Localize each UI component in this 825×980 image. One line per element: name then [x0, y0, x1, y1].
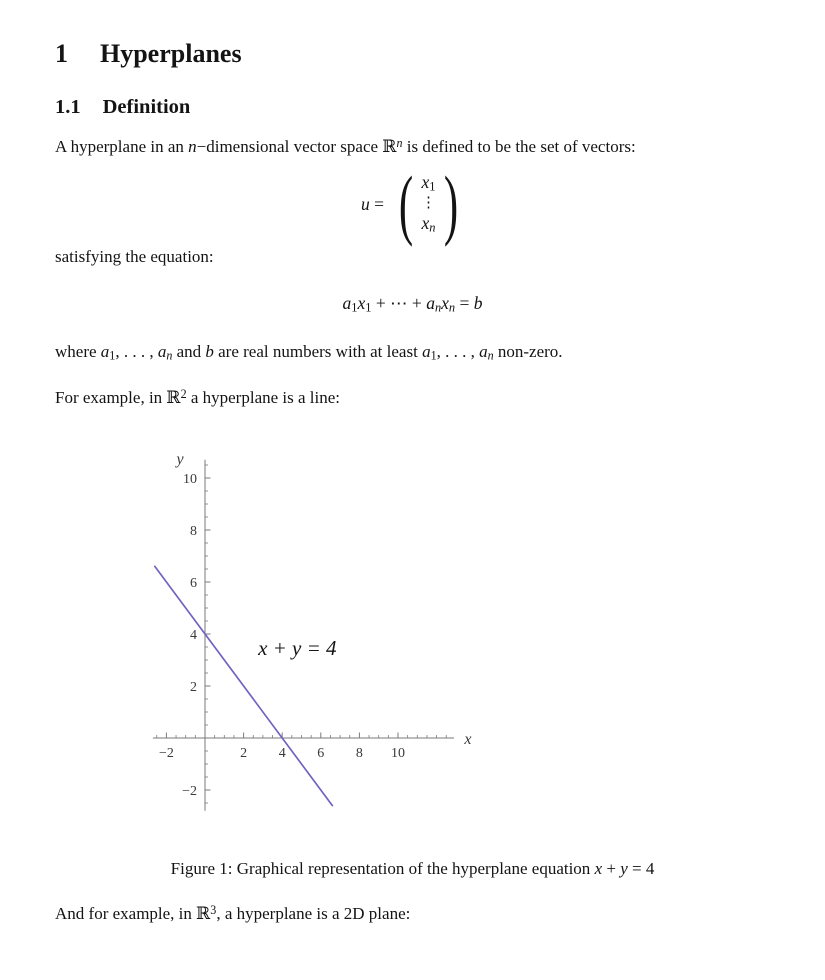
y-tick-label: 4 — [190, 628, 197, 644]
equation-vector-definition — [55, 159, 770, 247]
figure-caption: Figure 1: Graphical representation of the hyperplane equation x + y = 4 — [170, 858, 655, 878]
vector-column — [419, 171, 438, 236]
y-tick-label: 10 — [183, 472, 197, 488]
vertical-dots: ⋮ — [421, 195, 436, 212]
y-axis-label: y — [176, 451, 184, 469]
hyperplane-line — [155, 567, 333, 806]
y-tick-label: 2 — [190, 680, 197, 696]
paragraph-where: where a1, . . . , an and b are real numbers with at least a1, . . . , an non-zero. — [55, 342, 563, 363]
section-title: Hyperplanes — [100, 39, 242, 68]
x-tick-label: 8 — [355, 746, 363, 762]
left-paren: ( — [398, 159, 414, 247]
paragraph-example-r3: And for example, in ℝ$^3$, a hyperplane is a 2D plane: — [55, 903, 411, 924]
equation-linear: a1x1 + ⋯ + anxn = b — [342, 292, 483, 315]
axis-labels — [174, 451, 471, 748]
figure-plot-container — [121, 426, 770, 834]
x-tick-label: 6 — [317, 746, 325, 762]
paragraph-example-r2: For example, in ℝ$^2$ a hyperplane is a line: — [55, 386, 341, 407]
vector-entry-first: x1 — [421, 172, 436, 195]
subsection-number: 1.1 — [55, 96, 81, 119]
line-equation-label: x + y = 4 — [258, 636, 337, 661]
subsection-title: Definition — [102, 96, 191, 119]
vector-lhs: u = — [361, 193, 385, 214]
y-tick-label: −2 — [182, 784, 197, 800]
x-axis-label: x — [464, 731, 472, 749]
x-tick-label: 2 — [240, 746, 248, 762]
right-paren: ) — [443, 159, 459, 247]
y-tick-label: 6 — [190, 576, 197, 592]
subsection-heading — [55, 95, 770, 120]
paragraph-satisfying: satisfying the equation: — [55, 247, 214, 267]
figure-1 — [55, 426, 770, 881]
plot-line-series — [155, 567, 333, 806]
hyperplane-plot — [121, 426, 491, 826]
section-heading — [55, 38, 770, 69]
vector-entry-last: xn — [421, 213, 436, 236]
x-tick-label: 10 — [391, 746, 405, 762]
section-number: 1 — [55, 39, 68, 68]
paragraph-intro: A hyperplane in an n−dimensional vector space ℝ$^n$ is defined to be the set of vectors: — [55, 135, 636, 156]
x-tick-label: 4 — [278, 746, 286, 762]
y-tick-label: 8 — [190, 524, 197, 540]
equation-annotation — [257, 636, 337, 660]
x-tick-label: −2 — [158, 746, 174, 762]
